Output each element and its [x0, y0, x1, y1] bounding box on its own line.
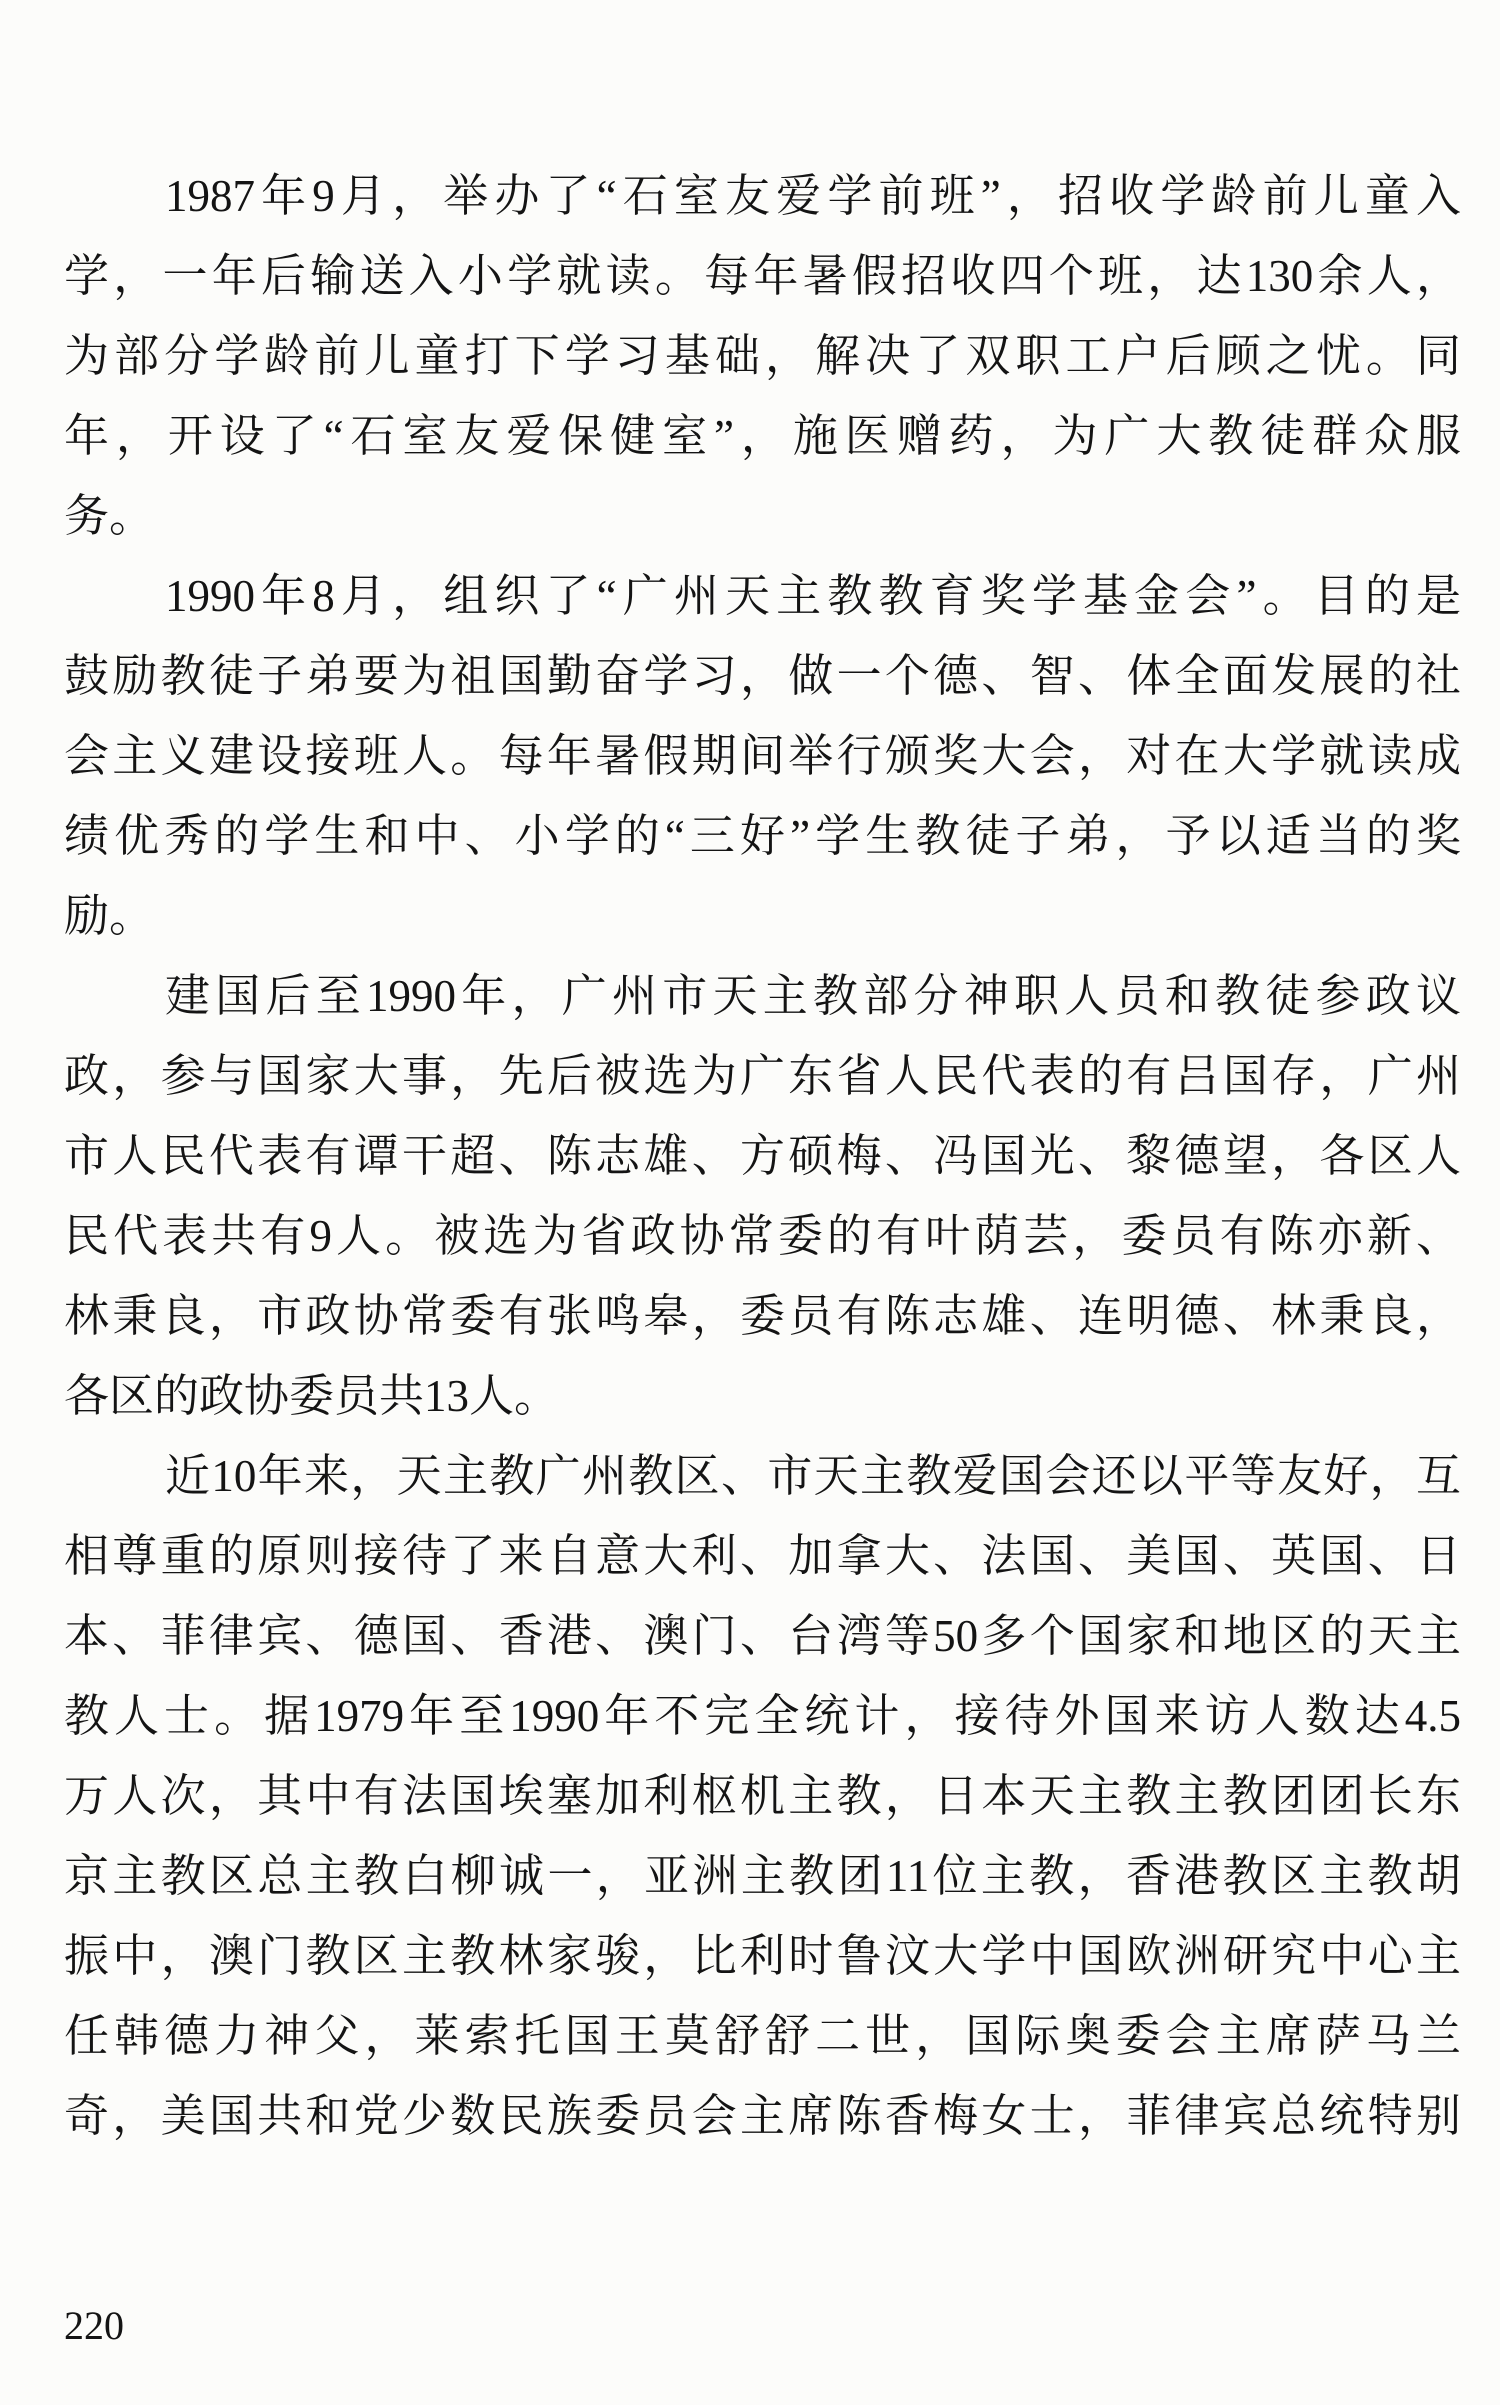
text-line: 务。	[64, 491, 155, 541]
text-line: 市人民代表有谭干超、陈志雄、方硕梅、冯国光、黎德望，各区人	[64, 1131, 1461, 1181]
text-line: 会主义建设接班人。每年暑假期间举行颁奖大会，对在大学就读成	[64, 731, 1461, 781]
text-line: 1987年9月，举办了“石室友爱学前班”，招收学龄前儿童入	[165, 171, 1461, 221]
text-line: 学，一年后输送入小学就读。每年暑假招收四个班，达130余人，	[64, 251, 1461, 301]
paragraph-2	[64, 556, 1461, 956]
text-line: 万人次，其中有法国埃塞加利枢机主教，日本天主教主教团团长东	[64, 1771, 1461, 1821]
text-line: 民代表共有9人。被选为省政协常委的有叶荫芸，委员有陈亦新、	[64, 1211, 1461, 1261]
text-line: 京主教区总主教白柳诚一，亚洲主教团11位主教，香港教区主教胡	[64, 1851, 1461, 1901]
text-line: 政，参与国家大事，先后被选为广东省人民代表的有吕国存，广州	[64, 1051, 1461, 1101]
text-line: 鼓励教徒子弟要为祖国勤奋学习，做一个德、智、体全面发展的社	[64, 651, 1461, 701]
text-line: 相尊重的原则接待了来自意大利、加拿大、法国、美国、英国、日	[64, 1531, 1461, 1581]
text-line: 年，开设了“石室友爱保健室”，施医赠药，为广大教徒群众服	[64, 411, 1461, 461]
text-line: 近10年来，天主教广州教区、市天主教爱国会还以平等友好，互	[165, 1451, 1461, 1501]
text-line: 奇，美国共和党少数民族委员会主席陈香梅女士，菲律宾总统特别	[64, 2091, 1461, 2141]
text-line: 振中，澳门教区主教林家骏，比利时鲁汶大学中国欧洲研究中心主	[64, 1931, 1461, 1981]
text-line: 各区的政协委员共13人。	[64, 1371, 560, 1421]
body-text	[64, 156, 1461, 2156]
text-line: 任韩德力神父，莱索托国王莫舒舒二世，国际奥委会主席萨马兰	[64, 2011, 1461, 2061]
text-line: 教人士。据1979年至1990年不完全统计，接待外国来访人数达4.5	[64, 1691, 1461, 1741]
page-number: 220	[64, 2303, 124, 2348]
text-line: 林秉良，市政协常委有张鸣皋，委员有陈志雄、连明德、林秉良，	[64, 1291, 1461, 1341]
text-line: 励。	[64, 891, 155, 941]
paragraph-3	[64, 956, 1461, 1436]
text-line: 为部分学龄前儿童打下学习基础，解决了双职工户后顾之忧。同	[64, 331, 1461, 381]
text-line: 绩优秀的学生和中、小学的“三好”学生教徒子弟，予以适当的奖	[64, 811, 1461, 861]
text-line: 1990年8月，组织了“广州天主教教育奖学基金会”。目的是	[165, 571, 1461, 621]
text-line: 建国后至1990年，广州市天主教部分神职人员和教徒参政议	[165, 971, 1461, 1021]
text-line: 本、菲律宾、德国、香港、澳门、台湾等50多个国家和地区的天主	[64, 1611, 1461, 1661]
paragraph-4	[64, 1436, 1461, 2156]
paragraph-1	[64, 156, 1461, 556]
